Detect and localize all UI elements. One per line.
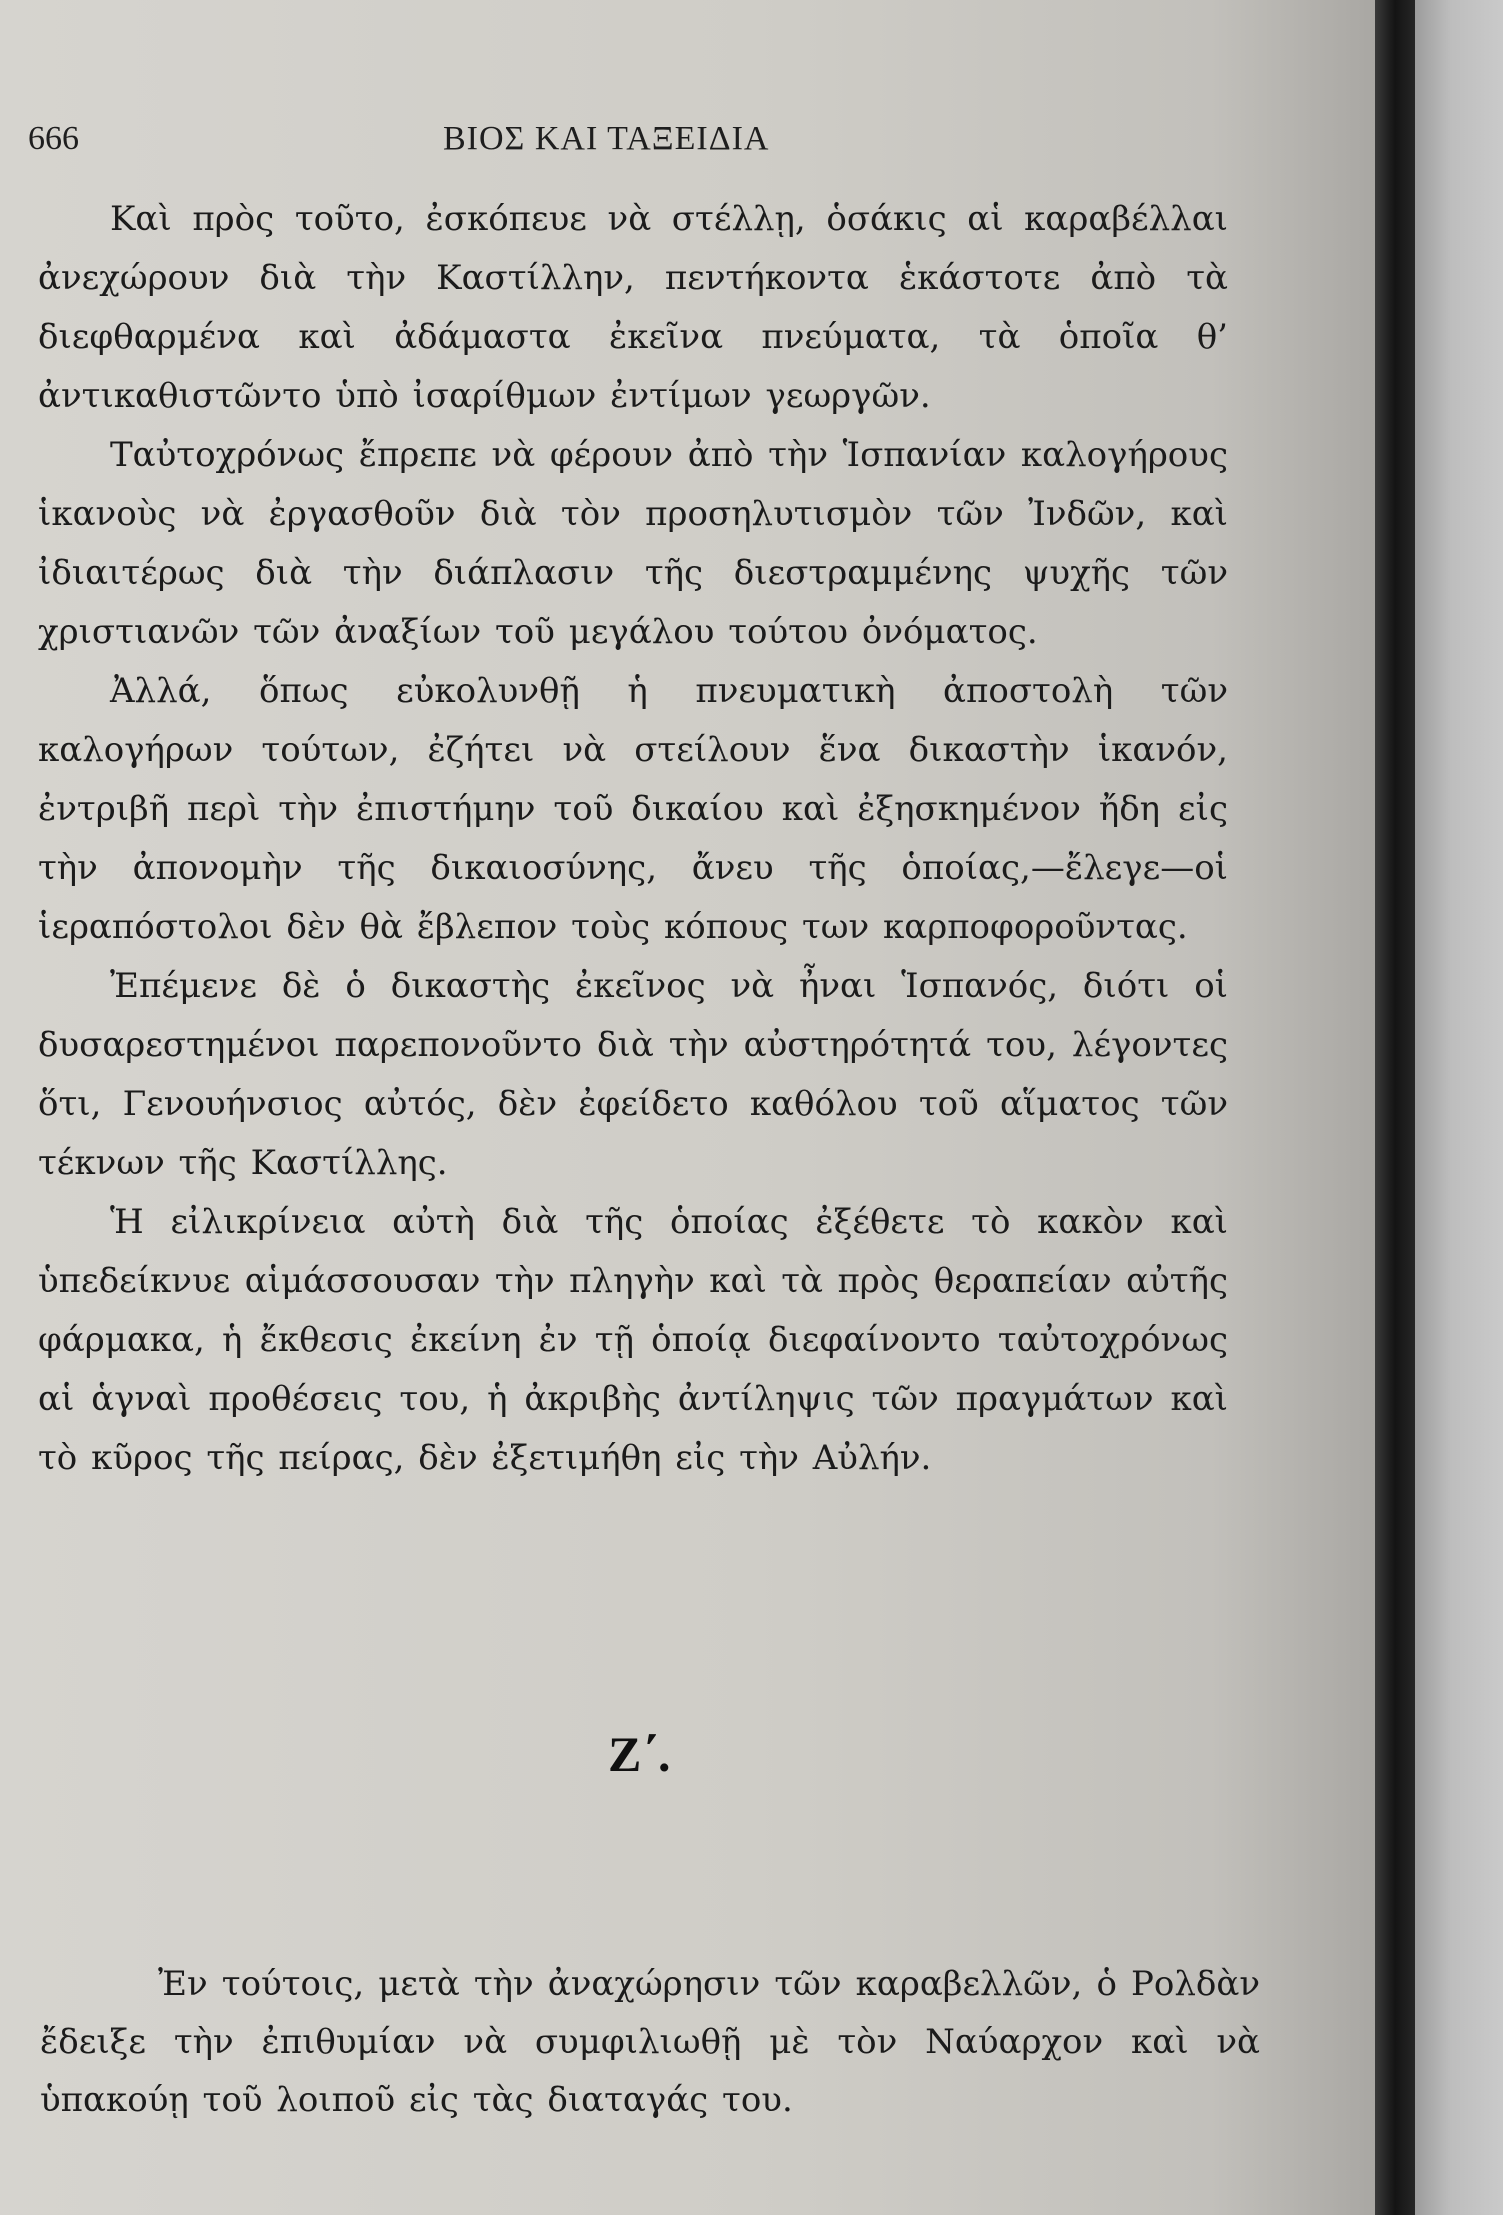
body-text — [38, 190, 1228, 1488]
page-number: 666 — [28, 120, 79, 157]
paragraph: Ταὐτοχρόνως ἔπρεπε νὰ φέρουν ἀπὸ τὴν Ἱσπανίαν καλογήρους ἱκανοὺς νὰ ἐργασθοῦν διὰ τὸν προσηλυτισμὸν τῶν Ἰνδῶν, καὶ ἰδιαιτέρως διὰ τὴν διάπλασιν τῆς διεστραμμένης ψυχῆς τῶν χριστιανῶν τῶν ἀναξίων τοῦ μεγάλου τούτου ὀνόματος. — [38, 435, 1228, 652]
chapter-heading: Ζ΄. — [608, 1726, 671, 1782]
facing-page-edge — [1415, 0, 1503, 2215]
page-header — [28, 120, 1328, 180]
paragraph: Καὶ πρὸς τοῦτο, ἐσκόπευε νὰ στέλλῃ, ὁσάκις αἱ καραβέλλαι ἀνεχώρουν διὰ τὴν Καστίλλην, πεντήκοντα ἑκάστοτε ἀπὸ τὰ διεφθαρμένα καὶ ἀδάμαστα ἐκεῖνα πνεύματα, τὰ ὁποῖα θ’ ἀντικαθιστῶντο ὑπὸ ἰσαρίθμων ἐντίμων γεωργῶν. — [38, 199, 1228, 416]
paragraph: Ἐπέμενε δὲ ὁ δικαστὴς ἐκεῖνος νὰ ἦναι Ἱσπανός, διότι οἱ δυσαρεστημένοι παρεπονοῦντο διὰ τὴν αὐστηρότητά του, λέγοντες ὅτι, Γενουήνσιος αὐτός, δὲν ἐφείδετο καθόλου τοῦ αἵματος τῶν τέκνων τῆς Καστίλλης. — [38, 966, 1228, 1183]
paragraph: Ἐν τούτοις, μετὰ τὴν ἀναχώρησιν τῶν καραβελλῶν, ὁ Ρολδὰν ἔδειξε τὴν ἐπιθυμίαν νὰ συμφιλιωθῇ μὲ τὸν Ναύαρχον καὶ νὰ ὑπακούῃ τοῦ λοιποῦ εἰς τὰς διαταγάς του. — [40, 1964, 1260, 2120]
running-title: ΒΙΟΣ ΚΑΙ ΤΑΞΕΙΔΙΑ — [443, 120, 770, 157]
chapter-opening-text — [40, 1955, 1260, 2129]
book-gutter — [1375, 0, 1415, 2215]
paragraph: Ἡ εἰλικρίνεια αὐτὴ διὰ τῆς ὁποίας ἐξέθετε τὸ κακὸν καὶ ὑπεδείκνυε αἱμάσσουσαν τὴν πληγὴν καὶ τὰ πρὸς θεραπείαν αὐτῆς φάρμακα, ἡ ἔκθεσις ἐκείνη ἐν τῇ ὁποίᾳ διεφαίνοντο ταὐτοχρόνως αἱ ἁγναὶ προθέσεις του, ἡ ἀκριβὴς ἀντίληψις τῶν πραγμάτων καὶ τὸ κῦρος τῆς πείρας, δὲν ἐξετιμήθη εἰς τὴν Αὐλήν. — [38, 1202, 1228, 1478]
paragraph: Ἀλλά, ὅπως εὐκολυνθῇ ἡ πνευματικὴ ἀποστολὴ τῶν καλογήρων τούτων, ἐζήτει νὰ στείλουν ἕνα δικαστὴν ἱκανόν, ἐντριβῆ περὶ τὴν ἐπιστήμην τοῦ δικαίου καὶ ἐξησκημένον ἤδη εἰς τὴν ἀπονομὴν τῆς δικαιοσύνης, ἄνευ τῆς ὁποίας,—ἔλεγε—οἱ ἱεραπόστολοι δὲν θὰ ἔβλεπον τοὺς κόπους των καρποφοροῦντας. — [38, 671, 1228, 947]
